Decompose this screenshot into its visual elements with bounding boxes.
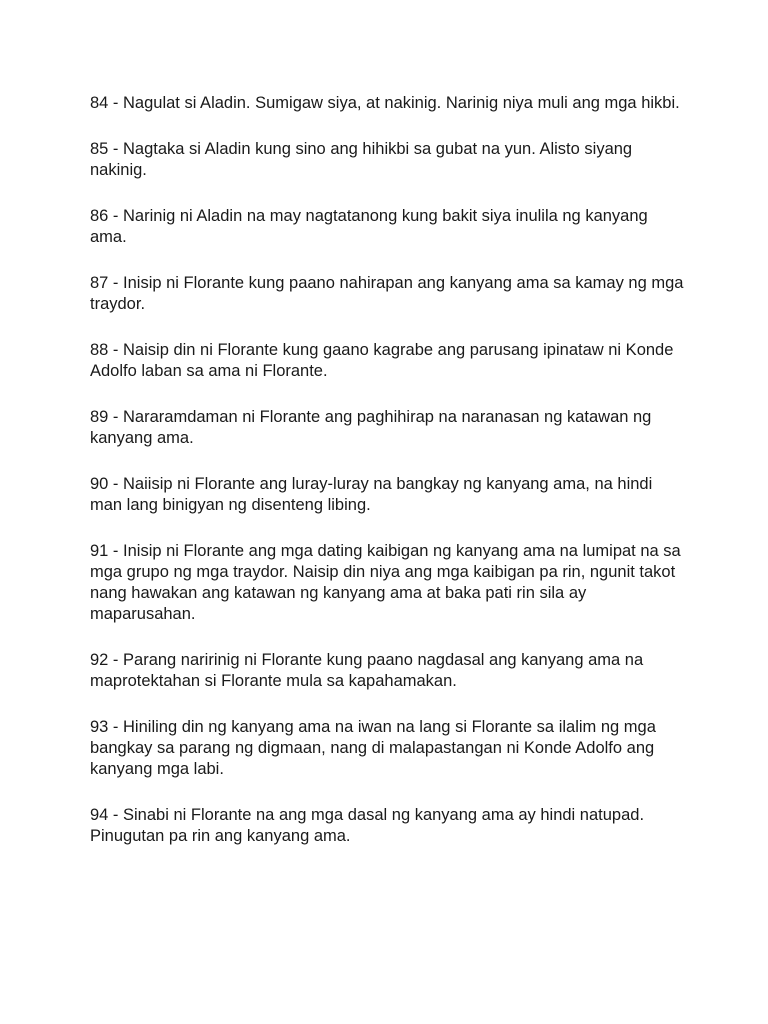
paragraph-88: 88 - Naisip din ni Florante kung gaano kagrabe ang parusang ipinataw ni Konde Adolfo laban sa ama ni Florante.: [90, 341, 674, 380]
paragraph-94: 94 - Sinabi ni Florante na ang mga dasal ng kanyang ama ay hindi natupad. Pinugutan pa rin ang kanyang ama.: [90, 806, 645, 845]
paragraph-90: 90 - Naiisip ni Florante ang luray-luray na bangkay ng kanyang ama, na hindi man lang binigyan ng disenteng libing.: [90, 475, 653, 514]
paragraph-92: 92 - Parang naririnig ni Florante kung paano nagdasal ang kanyang ama na maprotektahan si Florante mula sa kapahamakan.: [90, 651, 644, 690]
paragraph-87: 87 - Inisip ni Florante kung paano nahirapan ang kanyang ama sa kamay ng mga traydor.: [90, 274, 684, 313]
paragraph-86: 86 - Narinig ni Aladin na may nagtatanong kung bakit siya inulila ng kanyang ama.: [90, 207, 648, 246]
paragraph-93: 93 - Hiniling din ng kanyang ama na iwan na lang si Florante sa ilalim ng mga bangkay sa parang ng digmaan, nang di malapastangan ni Konde Adolfo ang kanyang mga labi.: [90, 718, 656, 778]
paragraph-85: 85 - Nagtaka si Aladin kung sino ang hihikbi sa gubat na yun. Alisto siyang nakinig.: [90, 140, 633, 179]
paragraph-91: 91 - Inisip ni Florante ang mga dating kaibigan ng kanyang ama na lumipat na sa mga grupo ng mga traydor. Naisip din niya ang mga kaibigan pa rin, ngunit takot nang hawakan ang katawan ng kanyang ama at baka pati rin sila ay maparusahan.: [90, 542, 681, 623]
paragraph-89: 89 - Nararamdaman ni Florante ang paghihirap na naranasan ng katawan ng kanyang ama.: [90, 408, 652, 447]
paragraph-84: 84 - Nagulat si Aladin. Sumigaw siya, at nakinig. Narinig niya muli ang mga hikbi.: [90, 94, 680, 112]
